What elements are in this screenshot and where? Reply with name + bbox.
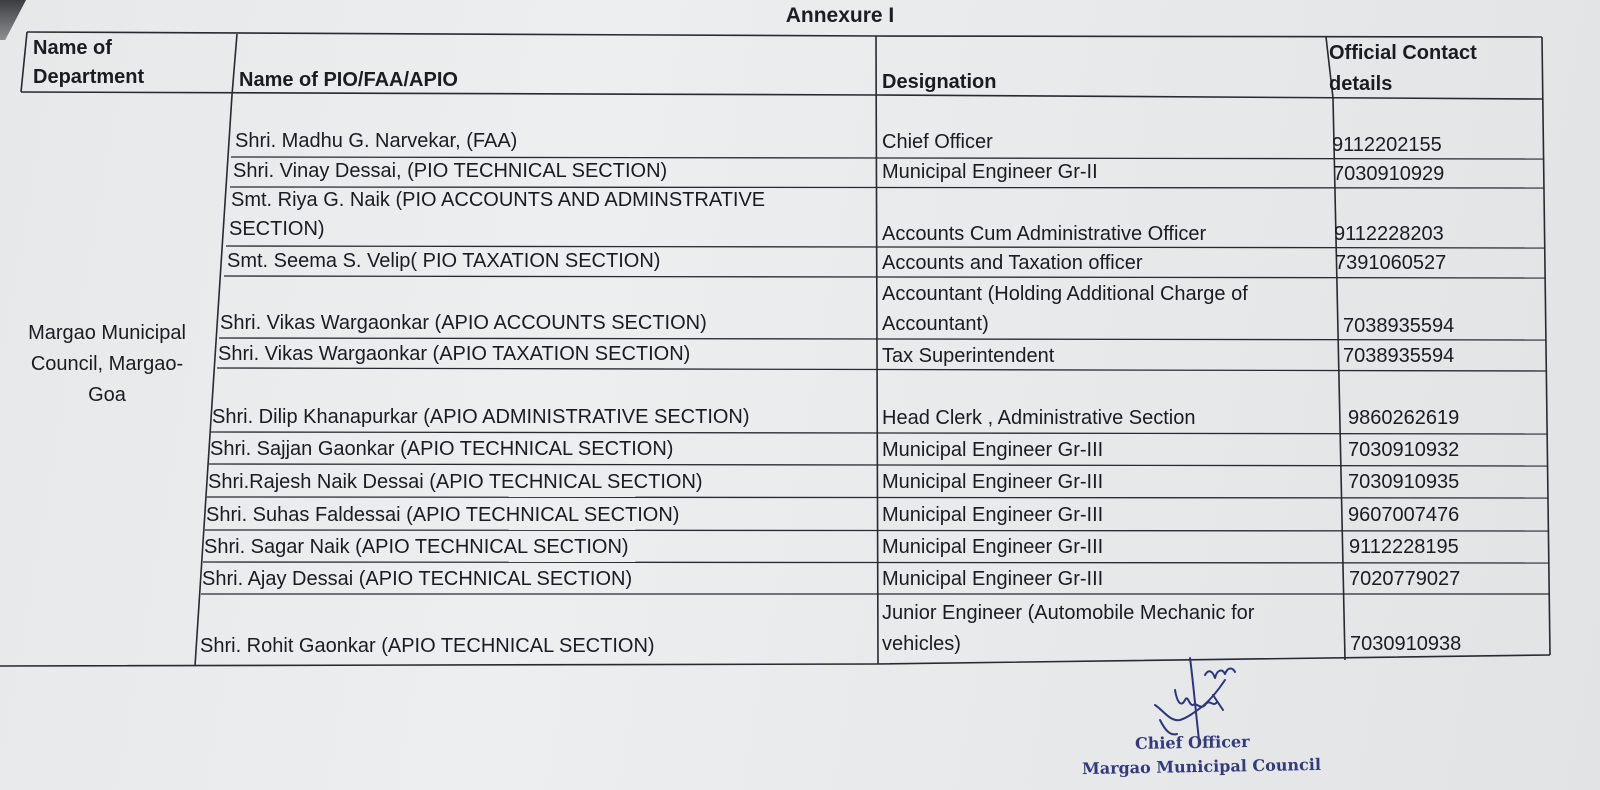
row-1-contact: 9112202155 [1332, 134, 1442, 156]
row-13-designation-line-1: Junior Engineer (Automobile Mechanic for [882, 602, 1255, 624]
row-7-designation: Head Clerk , Administrative Section [882, 407, 1196, 429]
row-5-designation-line-2: Accountant) [882, 313, 989, 335]
row-12-name: Shri. Ajay Dessai (APIO TECHNICAL SECTION) [202, 568, 633, 590]
row-6-name: Shri. Vikas Wargaonkar (APIO TAXATION SECTION) [218, 343, 691, 365]
row-13-name: Shri. Rohit Gaonkar (APIO TECHNICAL SECTION) [200, 635, 655, 657]
row-9-contact: 7030910935 [1348, 471, 1460, 493]
row-4-contact: 7391060527 [1335, 252, 1447, 274]
row-4-designation: Accounts and Taxation officer [882, 252, 1143, 274]
row-10-designation: Municipal Engineer Gr-III [882, 504, 1104, 526]
header-contact [1329, 41, 1477, 96]
row-7-contact: 9860262619 [1348, 407, 1460, 429]
row-9-name: Shri.Rajesh Naik Dessai (APIO TECHNICAL SECTION) [208, 471, 703, 493]
row-7-name: Shri. Dilip Khanapurkar (APIO ADMINISTRATIVE SECTION) [212, 406, 750, 428]
row-13-designation-line-2: vehicles) [882, 633, 961, 655]
table-border-left [21, 32, 27, 92]
row-8-contact: 7030910932 [1348, 439, 1460, 461]
row-1-designation: Chief Officer [882, 131, 993, 153]
row-11-name: Shri. Sagar Naik (APIO TECHNICAL SECTION) [204, 536, 629, 558]
department-line-1: Margao Municipal [28, 322, 186, 344]
row-5-contact: 7038935594 [1343, 315, 1455, 337]
department-line-2: Council, Margao- [30, 353, 184, 375]
row-12-contact: 7020779027 [1349, 568, 1461, 590]
row-3-contact: 9112228203 [1334, 223, 1444, 245]
header-divider [21, 92, 1542, 99]
header-department-line-2: Department [33, 66, 145, 88]
signature-title: Chief Officer [1134, 732, 1250, 753]
row-3-name-line-2: SECTION) [229, 218, 325, 240]
row-2-name: Shri. Vinay Dessai, (PIO TECHNICAL SECTION) [233, 160, 668, 182]
row-2-designation: Municipal Engineer Gr-II [882, 161, 1098, 183]
annexure-title: Annexure I [785, 4, 895, 27]
row-line-4 [224, 276, 1545, 278]
row-3-name-line-1: Smt. Riya G. Naik (PIO ACCOUNTS AND ADMINSTRATIVE [231, 189, 766, 211]
header-contact-line-1: Official Contact [1329, 42, 1477, 64]
row-line-9 [207, 497, 1548, 498]
row-3-designation: Accounts Cum Administrative Officer [882, 223, 1207, 245]
row-12-designation: Municipal Engineer Gr-III [882, 568, 1104, 590]
row-11-designation: Municipal Engineer Gr-III [882, 536, 1104, 558]
row-6-designation: Tax Superintendent [882, 345, 1055, 367]
row-line-3 [226, 246, 1545, 248]
row-11-contact: 9112228195 [1349, 536, 1459, 558]
header-department-line-1: Name of [33, 37, 112, 59]
row-line-10 [205, 530, 1548, 531]
row-13-contact: 7030910938 [1350, 633, 1462, 655]
row-8-designation: Municipal Engineer Gr-III [882, 439, 1104, 461]
header-name: Name of PIO/FAA/APIO [239, 69, 458, 91]
row-1-name: Shri. Madhu G. Narvekar, (FAA) [235, 130, 518, 152]
row-5-designation-line-1: Accountant (Holding Additional Charge of [882, 283, 1248, 305]
row-5-name: Shri. Vikas Wargaonkar (APIO ACCOUNTS SECTION) [220, 312, 707, 334]
row-line-6 [217, 368, 1546, 371]
row-10-contact: 9607007476 [1348, 504, 1460, 526]
row-6-contact: 7038935594 [1343, 345, 1455, 367]
table-border-right [1542, 37, 1550, 655]
row-line-5 [219, 338, 1546, 340]
department-cell [8, 318, 206, 411]
row-10-name: Shri. Suhas Faldessai (APIO TECHNICAL SECTION) [206, 504, 680, 526]
row-2-contact: 7030910929 [1333, 163, 1445, 185]
header-designation: Designation [882, 71, 997, 93]
col-divider-name-designation [876, 36, 878, 664]
header-department [33, 36, 144, 89]
row-8-name: Shri. Sajjan Gaonkar (APIO TECHNICAL SECTION) [210, 438, 674, 460]
row-line-11 [203, 562, 1549, 563]
table-border-top [27, 32, 1542, 37]
department-line-3: Goa [88, 384, 126, 406]
header-contact-line-2: details [1329, 73, 1393, 95]
row-4-name: Smt. Seema S. Velip( PIO TAXATION SECTION) [227, 250, 661, 272]
row-line-7 [211, 432, 1547, 434]
signature-office: Margao Municipal Council [1081, 754, 1322, 779]
row-9-designation: Municipal Engineer Gr-III [882, 471, 1104, 493]
